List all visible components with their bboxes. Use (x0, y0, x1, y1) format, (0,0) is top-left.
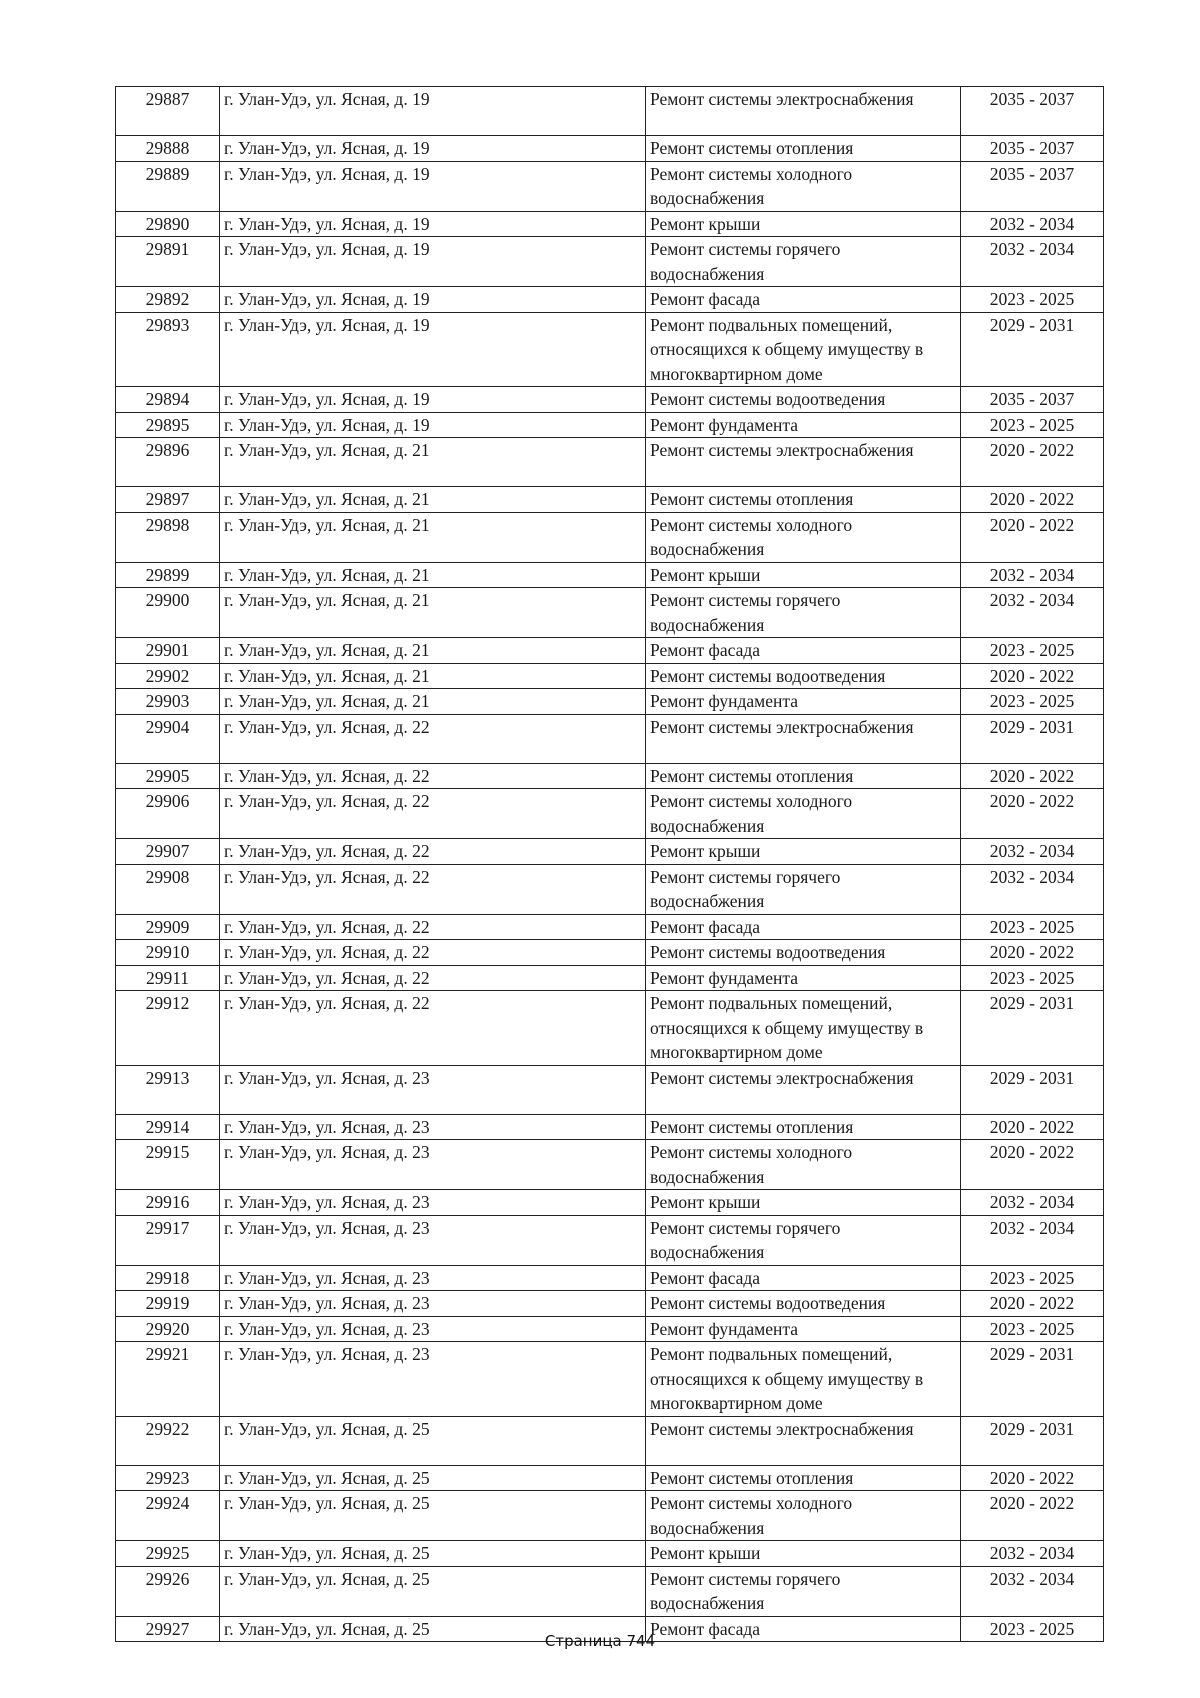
table-row (116, 1215, 1104, 1265)
row-number-cell: 29895 (116, 412, 220, 438)
work-type-cell: Ремонт фундамента (646, 1316, 961, 1342)
row-number-cell: 29913 (116, 1065, 220, 1114)
period-cell: 2032 - 2034 (961, 864, 1104, 914)
row-number-cell: 29911 (116, 965, 220, 991)
work-type-cell: Ремонт системы водоотведения (646, 940, 961, 966)
table-row (116, 1491, 1104, 1541)
work-type-cell: Ремонт фасада (646, 638, 961, 664)
period-cell: 2020 - 2022 (961, 763, 1104, 789)
row-number-cell: 29892 (116, 287, 220, 313)
work-type-cell: Ремонт системы холодного водоснабжения (646, 512, 961, 562)
period-cell: 2032 - 2034 (961, 1215, 1104, 1265)
period-cell: 2023 - 2025 (961, 1616, 1104, 1642)
table-row (116, 914, 1104, 940)
work-type-cell: Ремонт системы электроснабжения (646, 1416, 961, 1465)
work-type-cell: Ремонт системы водоотведения (646, 663, 961, 689)
table-row (116, 789, 1104, 839)
address-cell: г. Улан-Удэ, ул. Ясная, д. 19 (220, 87, 646, 136)
table-row (116, 714, 1104, 763)
row-number-cell: 29914 (116, 1114, 220, 1140)
address-cell: г. Улан-Удэ, ул. Ясная, д. 21 (220, 588, 646, 638)
table-row (116, 562, 1104, 588)
row-number-cell: 29891 (116, 237, 220, 287)
table-row (116, 1416, 1104, 1465)
address-cell: г. Улан-Удэ, ул. Ясная, д. 23 (220, 1265, 646, 1291)
period-cell: 2023 - 2025 (961, 689, 1104, 715)
work-type-cell: Ремонт системы электроснабжения (646, 438, 961, 487)
period-cell: 2020 - 2022 (961, 940, 1104, 966)
work-type-cell: Ремонт системы отопления (646, 763, 961, 789)
work-type-cell: Ремонт системы водоотведения (646, 387, 961, 413)
row-number-cell: 29898 (116, 512, 220, 562)
work-type-cell: Ремонт системы отопления (646, 1465, 961, 1491)
row-number-cell: 29915 (116, 1140, 220, 1190)
period-cell: 2020 - 2022 (961, 1491, 1104, 1541)
row-number-cell: 29922 (116, 1416, 220, 1465)
row-number-cell: 29889 (116, 161, 220, 211)
work-type-cell: Ремонт крыши (646, 839, 961, 865)
table-row (116, 763, 1104, 789)
row-number-cell: 29910 (116, 940, 220, 966)
address-cell: г. Улан-Удэ, ул. Ясная, д. 21 (220, 663, 646, 689)
work-type-cell: Ремонт фундамента (646, 412, 961, 438)
period-cell: 2020 - 2022 (961, 1465, 1104, 1491)
row-number-cell: 29912 (116, 991, 220, 1066)
table-row (116, 638, 1104, 664)
period-cell: 2020 - 2022 (961, 487, 1104, 513)
address-cell: г. Улан-Удэ, ул. Ясная, д. 21 (220, 638, 646, 664)
row-number-cell: 29923 (116, 1465, 220, 1491)
work-type-cell: Ремонт системы отопления (646, 136, 961, 162)
address-cell: г. Улан-Удэ, ул. Ясная, д. 25 (220, 1541, 646, 1567)
row-number-cell: 29920 (116, 1316, 220, 1342)
period-cell: 2023 - 2025 (961, 1316, 1104, 1342)
table-row (116, 1316, 1104, 1342)
address-cell: г. Улан-Удэ, ул. Ясная, д. 19 (220, 312, 646, 387)
period-cell: 2032 - 2034 (961, 211, 1104, 237)
work-type-cell: Ремонт системы отопления (646, 487, 961, 513)
table-row (116, 1190, 1104, 1216)
address-cell: г. Улан-Удэ, ул. Ясная, д. 19 (220, 161, 646, 211)
period-cell: 2023 - 2025 (961, 287, 1104, 313)
period-cell: 2023 - 2025 (961, 638, 1104, 664)
table-row (116, 87, 1104, 136)
table-row (116, 161, 1104, 211)
address-cell: г. Улан-Удэ, ул. Ясная, д. 21 (220, 512, 646, 562)
row-number-cell: 29909 (116, 914, 220, 940)
work-type-cell: Ремонт системы отопления (646, 1114, 961, 1140)
period-cell: 2020 - 2022 (961, 1114, 1104, 1140)
work-type-cell: Ремонт системы электроснабжения (646, 1065, 961, 1114)
address-cell: г. Улан-Удэ, ул. Ясная, д. 21 (220, 487, 646, 513)
table-row (116, 689, 1104, 715)
table-row (116, 287, 1104, 313)
work-type-cell: Ремонт фасада (646, 1265, 961, 1291)
row-number-cell: 29899 (116, 562, 220, 588)
table-row (116, 1342, 1104, 1417)
address-cell: г. Улан-Удэ, ул. Ясная, д. 19 (220, 136, 646, 162)
period-cell: 2032 - 2034 (961, 588, 1104, 638)
period-cell: 2032 - 2034 (961, 562, 1104, 588)
address-cell: г. Улан-Удэ, ул. Ясная, д. 19 (220, 387, 646, 413)
work-type-cell: Ремонт крыши (646, 211, 961, 237)
row-number-cell: 29921 (116, 1342, 220, 1417)
address-cell: г. Улан-Удэ, ул. Ясная, д. 19 (220, 211, 646, 237)
table-row (116, 1065, 1104, 1114)
table-row (116, 940, 1104, 966)
work-type-cell: Ремонт фасада (646, 287, 961, 313)
work-type-cell: Ремонт системы электроснабжения (646, 87, 961, 136)
table-row (116, 1265, 1104, 1291)
period-cell: 2023 - 2025 (961, 1265, 1104, 1291)
table-row (116, 1465, 1104, 1491)
period-cell: 2032 - 2034 (961, 1566, 1104, 1616)
row-number-cell: 29894 (116, 387, 220, 413)
page-number: Страница 744 (544, 1632, 656, 1650)
repair-schedule-table (115, 86, 1104, 1642)
address-cell: г. Улан-Удэ, ул. Ясная, д. 23 (220, 1215, 646, 1265)
period-cell: 2020 - 2022 (961, 663, 1104, 689)
address-cell: г. Улан-Удэ, ул. Ясная, д. 23 (220, 1342, 646, 1417)
table-row (116, 1541, 1104, 1567)
period-cell: 2032 - 2034 (961, 237, 1104, 287)
row-number-cell: 29888 (116, 136, 220, 162)
address-cell: г. Улан-Удэ, ул. Ясная, д. 22 (220, 714, 646, 763)
period-cell: 2032 - 2034 (961, 1190, 1104, 1216)
row-number-cell: 29907 (116, 839, 220, 865)
address-cell: г. Улан-Удэ, ул. Ясная, д. 23 (220, 1316, 646, 1342)
row-number-cell: 29903 (116, 689, 220, 715)
period-cell: 2035 - 2037 (961, 136, 1104, 162)
table-row (116, 1291, 1104, 1317)
address-cell: г. Улан-Удэ, ул. Ясная, д. 21 (220, 562, 646, 588)
row-number-cell: 29924 (116, 1491, 220, 1541)
work-type-cell: Ремонт системы горячего водоснабжения (646, 1215, 961, 1265)
row-number-cell: 29904 (116, 714, 220, 763)
period-cell: 2020 - 2022 (961, 1140, 1104, 1190)
table-row (116, 965, 1104, 991)
address-cell: г. Улан-Удэ, ул. Ясная, д. 19 (220, 237, 646, 287)
work-type-cell: Ремонт подвальных помещений, относящихся к общему имуществу в многоквартирном доме (646, 1342, 961, 1417)
period-cell: 2032 - 2034 (961, 1541, 1104, 1567)
period-cell: 2029 - 2031 (961, 1416, 1104, 1465)
period-cell: 2029 - 2031 (961, 1065, 1104, 1114)
table-row (116, 312, 1104, 387)
address-cell: г. Улан-Удэ, ул. Ясная, д. 25 (220, 1566, 646, 1616)
table-row (116, 487, 1104, 513)
work-type-cell: Ремонт системы холодного водоснабжения (646, 1491, 961, 1541)
work-type-cell: Ремонт фундамента (646, 689, 961, 715)
address-cell: г. Улан-Удэ, ул. Ясная, д. 25 (220, 1616, 646, 1642)
work-type-cell: Ремонт системы горячего водоснабжения (646, 237, 961, 287)
work-type-cell: Ремонт системы холодного водоснабжения (646, 789, 961, 839)
row-number-cell: 29906 (116, 789, 220, 839)
table-row (116, 588, 1104, 638)
row-number-cell: 29916 (116, 1190, 220, 1216)
table-row (116, 412, 1104, 438)
table-row (116, 1566, 1104, 1616)
row-number-cell: 29925 (116, 1541, 220, 1567)
period-cell: 2032 - 2034 (961, 839, 1104, 865)
address-cell: г. Улан-Удэ, ул. Ясная, д. 23 (220, 1065, 646, 1114)
address-cell: г. Улан-Удэ, ул. Ясная, д. 23 (220, 1291, 646, 1317)
address-cell: г. Улан-Удэ, ул. Ясная, д. 23 (220, 1190, 646, 1216)
work-type-cell: Ремонт крыши (646, 1541, 961, 1567)
work-type-cell: Ремонт крыши (646, 562, 961, 588)
work-type-cell: Ремонт системы горячего водоснабжения (646, 864, 961, 914)
work-type-cell: Ремонт системы электроснабжения (646, 714, 961, 763)
address-cell: г. Улан-Удэ, ул. Ясная, д. 22 (220, 839, 646, 865)
period-cell: 2029 - 2031 (961, 312, 1104, 387)
address-cell: г. Улан-Удэ, ул. Ясная, д. 22 (220, 965, 646, 991)
row-number-cell: 29900 (116, 588, 220, 638)
row-number-cell: 29897 (116, 487, 220, 513)
table-row (116, 663, 1104, 689)
period-cell: 2020 - 2022 (961, 512, 1104, 562)
row-number-cell: 29901 (116, 638, 220, 664)
work-type-cell: Ремонт системы водоотведения (646, 1291, 961, 1317)
row-number-cell: 29887 (116, 87, 220, 136)
work-type-cell: Ремонт подвальных помещений, относящихся к общему имуществу в многоквартирном доме (646, 312, 961, 387)
work-type-cell: Ремонт системы горячего водоснабжения (646, 588, 961, 638)
table-row (116, 237, 1104, 287)
period-cell: 2029 - 2031 (961, 714, 1104, 763)
table-row (116, 1140, 1104, 1190)
address-cell: г. Улан-Удэ, ул. Ясная, д. 19 (220, 287, 646, 313)
table-row (116, 136, 1104, 162)
table-row (116, 512, 1104, 562)
address-cell: г. Улан-Удэ, ул. Ясная, д. 21 (220, 689, 646, 715)
address-cell: г. Улан-Удэ, ул. Ясная, д. 25 (220, 1416, 646, 1465)
row-number-cell: 29902 (116, 663, 220, 689)
work-type-cell: Ремонт фасада (646, 1616, 961, 1642)
row-number-cell: 29905 (116, 763, 220, 789)
work-type-cell: Ремонт системы горячего водоснабжения (646, 1566, 961, 1616)
address-cell: г. Улан-Удэ, ул. Ясная, д. 23 (220, 1114, 646, 1140)
period-cell: 2020 - 2022 (961, 789, 1104, 839)
table-row (116, 211, 1104, 237)
period-cell: 2020 - 2022 (961, 1291, 1104, 1317)
period-cell: 2035 - 2037 (961, 161, 1104, 211)
period-cell: 2023 - 2025 (961, 914, 1104, 940)
row-number-cell: 29919 (116, 1291, 220, 1317)
address-cell: г. Улан-Удэ, ул. Ясная, д. 22 (220, 789, 646, 839)
period-cell: 2023 - 2025 (961, 965, 1104, 991)
work-type-cell: Ремонт фундамента (646, 965, 961, 991)
table-row (116, 438, 1104, 487)
address-cell: г. Улан-Удэ, ул. Ясная, д. 22 (220, 940, 646, 966)
period-cell: 2020 - 2022 (961, 438, 1104, 487)
address-cell: г. Улан-Удэ, ул. Ясная, д. 25 (220, 1491, 646, 1541)
work-type-cell: Ремонт системы холодного водоснабжения (646, 161, 961, 211)
period-cell: 2029 - 2031 (961, 991, 1104, 1066)
table-body (116, 87, 1104, 1642)
row-number-cell: 29927 (116, 1616, 220, 1642)
table-row (116, 1114, 1104, 1140)
work-type-cell: Ремонт крыши (646, 1190, 961, 1216)
address-cell: г. Улан-Удэ, ул. Ясная, д. 23 (220, 1140, 646, 1190)
table-row (116, 864, 1104, 914)
row-number-cell: 29893 (116, 312, 220, 387)
row-number-cell: 29908 (116, 864, 220, 914)
address-cell: г. Улан-Удэ, ул. Ясная, д. 25 (220, 1465, 646, 1491)
address-cell: г. Улан-Удэ, ул. Ясная, д. 22 (220, 914, 646, 940)
table-row (116, 991, 1104, 1066)
row-number-cell: 29896 (116, 438, 220, 487)
table-row (116, 839, 1104, 865)
address-cell: г. Улан-Удэ, ул. Ясная, д. 22 (220, 864, 646, 914)
period-cell: 2023 - 2025 (961, 412, 1104, 438)
row-number-cell: 29926 (116, 1566, 220, 1616)
work-type-cell: Ремонт системы холодного водоснабжения (646, 1140, 961, 1190)
table-row (116, 387, 1104, 413)
period-cell: 2035 - 2037 (961, 87, 1104, 136)
work-type-cell: Ремонт подвальных помещений, относящихся к общему имуществу в многоквартирном доме (646, 991, 961, 1066)
row-number-cell: 29890 (116, 211, 220, 237)
address-cell: г. Улан-Удэ, ул. Ясная, д. 22 (220, 991, 646, 1066)
work-type-cell: Ремонт фасада (646, 914, 961, 940)
period-cell: 2035 - 2037 (961, 387, 1104, 413)
period-cell: 2029 - 2031 (961, 1342, 1104, 1417)
address-cell: г. Улан-Удэ, ул. Ясная, д. 21 (220, 438, 646, 487)
row-number-cell: 29917 (116, 1215, 220, 1265)
row-number-cell: 29918 (116, 1265, 220, 1291)
address-cell: г. Улан-Удэ, ул. Ясная, д. 22 (220, 763, 646, 789)
address-cell: г. Улан-Удэ, ул. Ясная, д. 19 (220, 412, 646, 438)
